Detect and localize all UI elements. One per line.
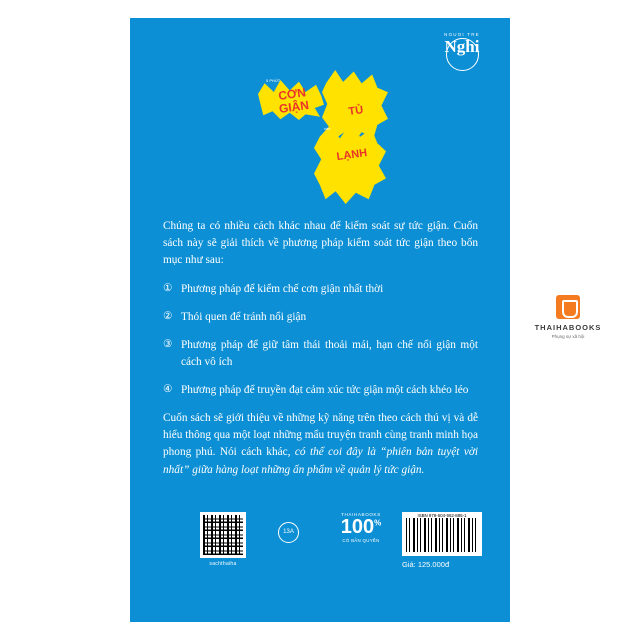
percent-symbol: % (374, 518, 382, 528)
thumbnail-word-con: CƠN (277, 85, 307, 103)
list-item-text: Phương pháp để giữ tâm thái thoải mái, hạn chế nổi giận một cách vô ích (181, 339, 478, 369)
intro-paragraph: Chúng ta có nhiều cách khác nhau để kiểm soát sự tức giận. Cuốn sách này sẽ giải thích về phương pháp kiểm soát tức giận theo bốn mục như sau: (163, 220, 478, 267)
copyright-seal-percent (335, 517, 387, 537)
age-rating-badge: 13A (278, 522, 299, 543)
copyright-seal-brand: THAIHABOOKS (341, 512, 381, 517)
copyright-seal (335, 512, 387, 543)
thumbnail-title-line4: LẠNH (335, 146, 368, 164)
thumbnail-connector: vào (324, 126, 331, 131)
publisher-logo-circle (446, 38, 479, 71)
thumbnail-word-gian: GIẬN (278, 97, 310, 116)
list-item-number: ④ (163, 384, 173, 396)
barcode-block (402, 512, 482, 569)
isbn-text: ISBN 978-604-962-885-1 (402, 512, 482, 518)
list-item-text: Phương pháp để truyền đạt cảm xúc tức giận một cách khéo léo (181, 384, 469, 397)
list-item (163, 337, 478, 371)
percent-number: 100 (340, 516, 375, 538)
closing-text-italic: có thể coi đây là “phiên bản tuyệt vời nhất” giữa hàng loạt những ấn phẩm về quản lý tức giận. (163, 446, 479, 476)
publisher-logo-big-text: Nghi (444, 37, 480, 56)
thumbnail-kicker: 5 PHÚT (266, 78, 281, 83)
list-item (163, 382, 478, 399)
footer-row (130, 512, 510, 582)
barcode-bars (402, 518, 482, 556)
price-label: Giá: 125.000đ (402, 560, 450, 569)
qr-caption: sachthaiha (209, 561, 237, 567)
back-cover-copy (163, 218, 478, 491)
book-mark-icon (556, 295, 580, 319)
thaihabooks-name: THAIHABOOKS (534, 323, 602, 332)
list-item (163, 309, 478, 326)
qr-block[interactable] (200, 512, 246, 567)
cover-thumbnail (248, 66, 393, 206)
publisher-logo-small-text: NGUOI TRE (444, 32, 480, 37)
feature-list (163, 281, 478, 399)
book-back-cover (130, 18, 510, 622)
publisher-logo (432, 32, 492, 55)
list-item-number: ② (163, 311, 173, 323)
closing-paragraph (163, 410, 478, 479)
closing-text-plain: Cuốn sách sẽ giới thiệu về những kỹ năng trên theo cách thú vị và dễ hiểu thông qua một loạt những mẩu truyện tranh cùng tranh minh họa phong phú. Nói cách khác, (163, 412, 478, 459)
list-item-text: Thói quen để tránh nổi giận (181, 311, 307, 324)
list-item (163, 281, 478, 298)
thumbnail-title-line3: TỦ (347, 104, 364, 118)
copyright-seal-text: CÓ BẢN QUYỀN (342, 538, 380, 543)
list-item-text: Phương pháp để kiểm chế cơn giận nhất thời (181, 283, 384, 296)
thaihabooks-logo (520, 295, 616, 339)
list-item-number: ③ (163, 339, 173, 351)
qr-code-icon[interactable] (200, 512, 246, 558)
thaihabooks-tagline: Phụng sự xã hội (551, 334, 585, 339)
list-item-number: ① (163, 283, 173, 295)
